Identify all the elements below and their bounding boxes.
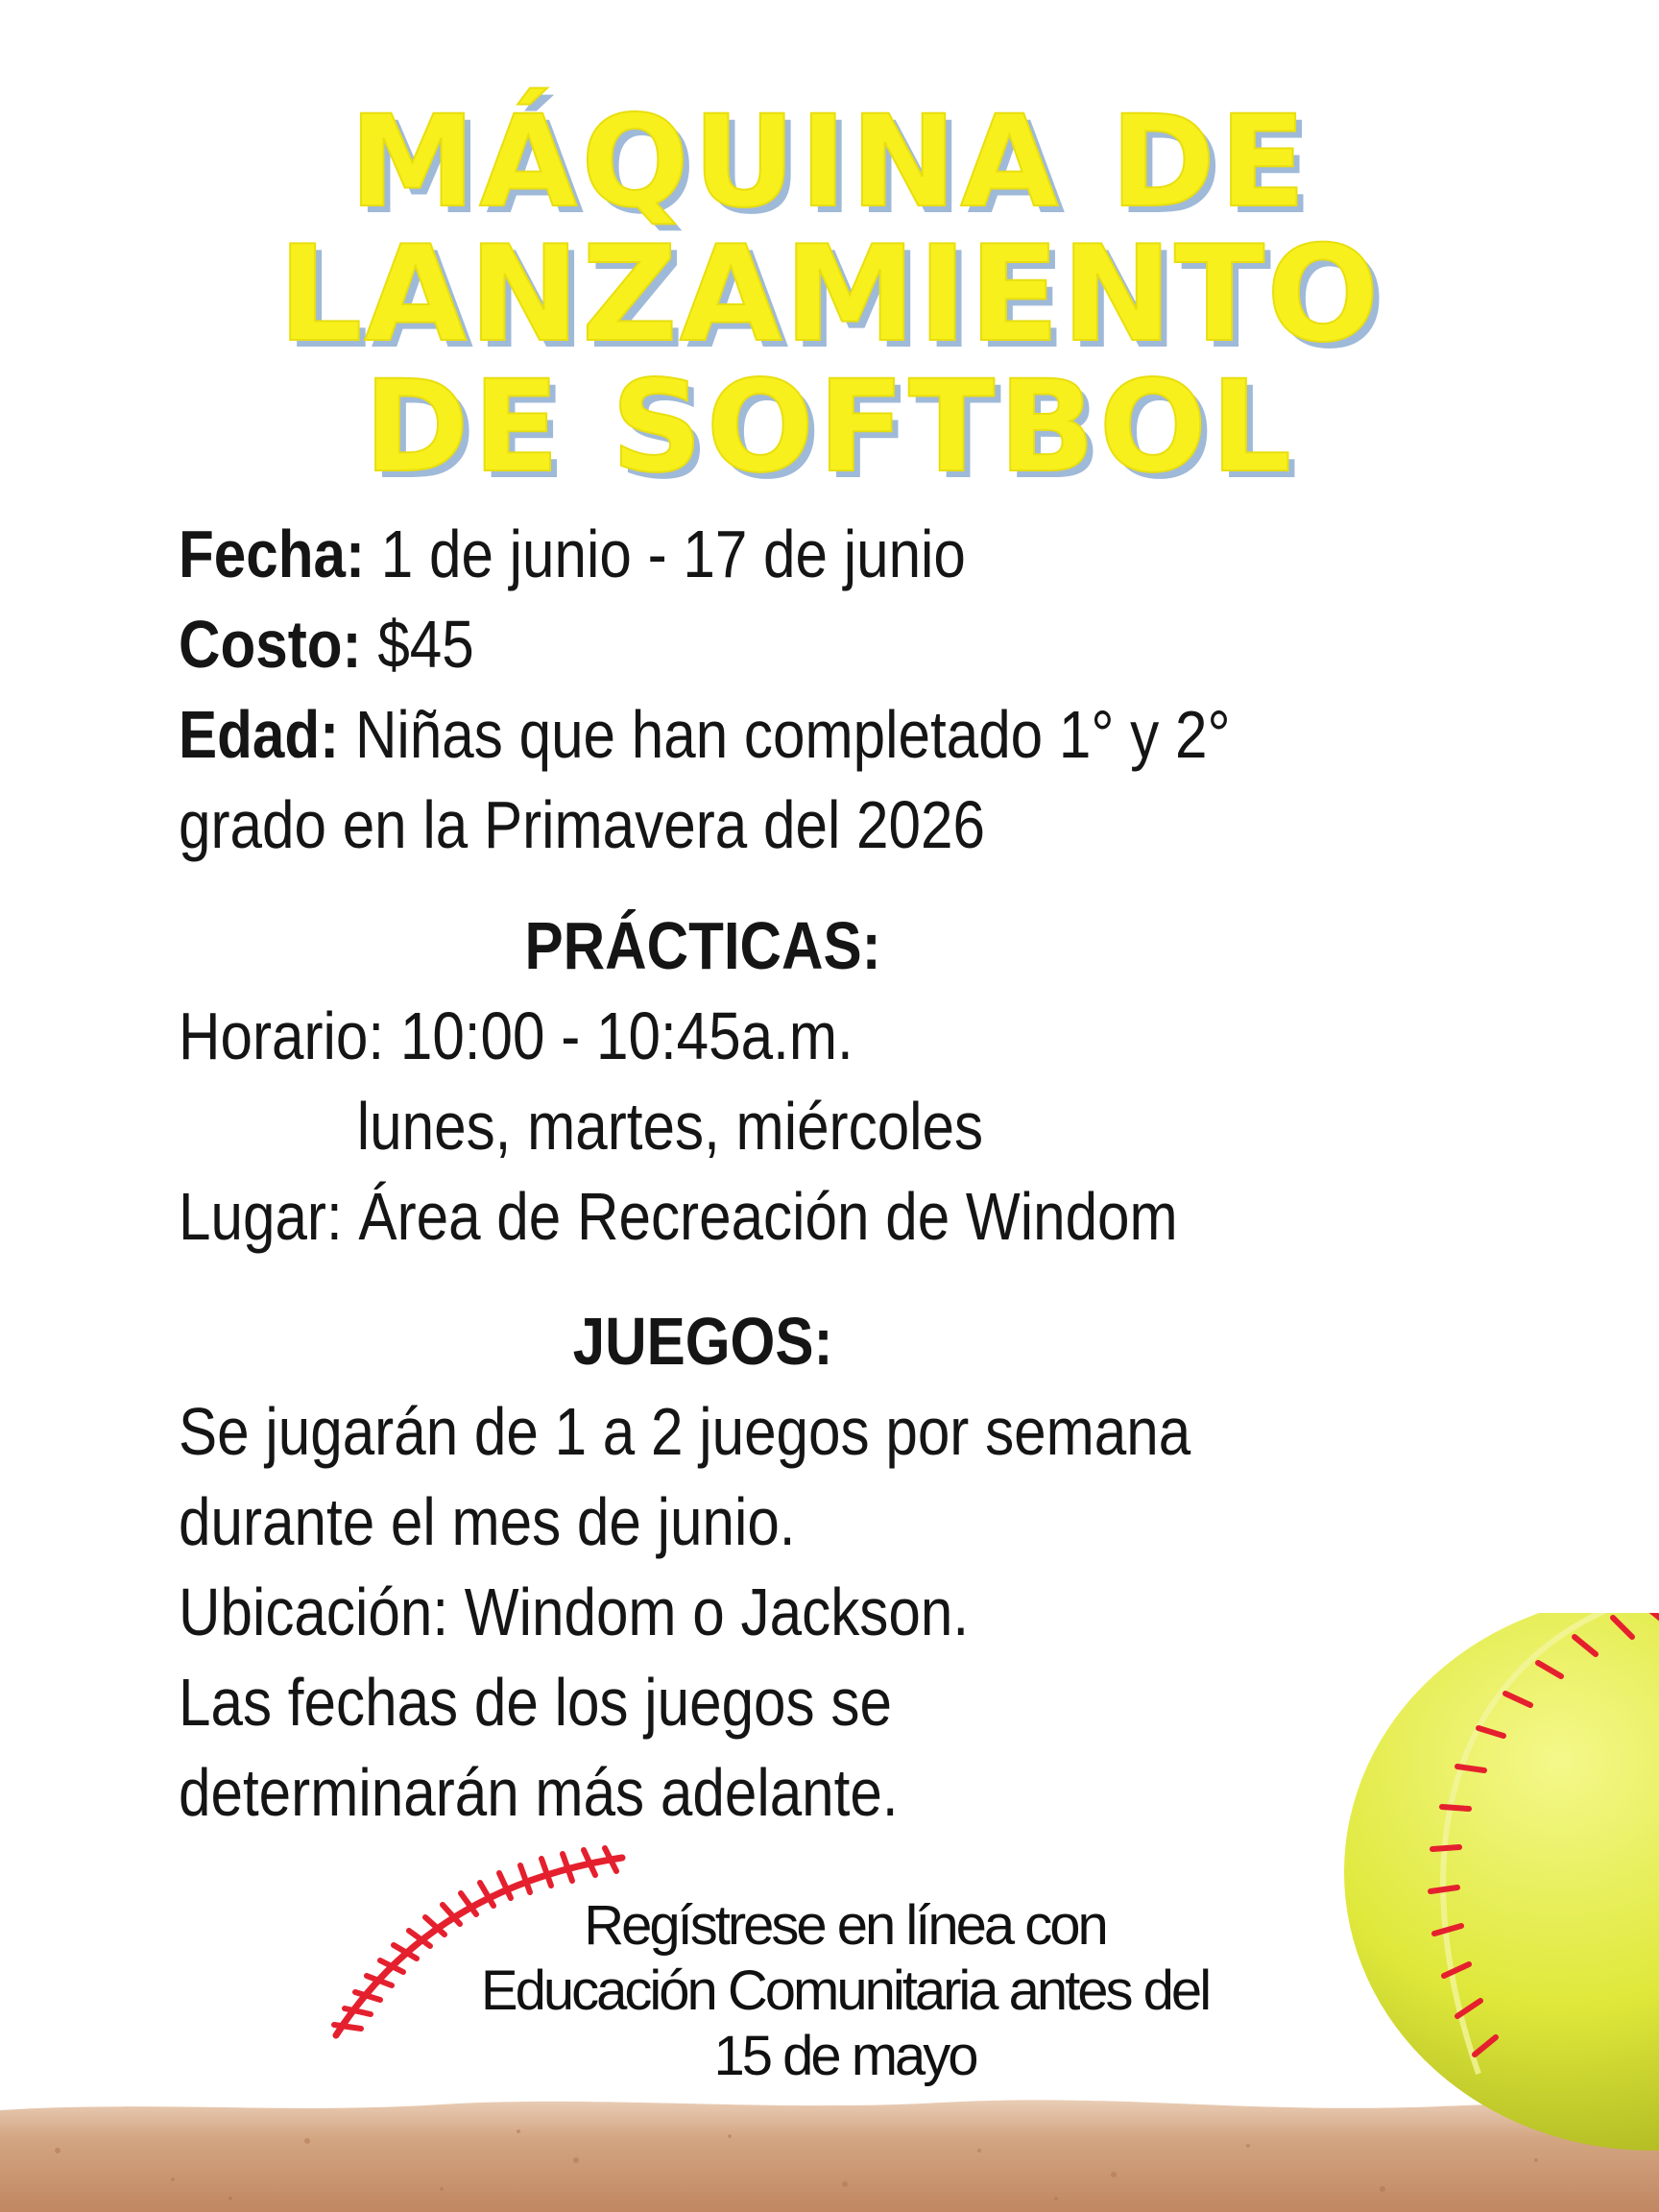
practicas-lugar: Lugar: Área de Recreación de Windom [179,1179,1178,1254]
register-line-1: Regístrese en línea con [584,1894,1106,1957]
practicas-dias: lunes, martes, miércoles [356,1089,984,1164]
costo-label: Costo: [179,607,362,682]
fecha-label: Fecha: [179,517,366,591]
edad-row [179,689,1351,780]
costo-value: $45 [377,607,474,682]
title-line-3: DE SOFTBOL [363,353,1296,501]
register-line-3: 15 de mayo [713,2025,976,2087]
flyer-title [0,88,1659,501]
practicas-heading: PRÁCTICAS: [524,908,881,983]
juegos-line-4: Las fechas de los juegos se [179,1665,892,1740]
title-line-2: LANZAMIENTO [277,217,1382,372]
edad-label: Edad: [179,697,340,772]
registration-note [365,1893,1325,2089]
practicas-section [179,901,1450,1262]
juegos-line-3: Ubicación: Windom o Jackson. [179,1575,970,1649]
title-line-1: MÁQUINA DE [349,88,1310,236]
fecha-row [179,509,1351,599]
edad-value-line-1: Niñas que han completado 1° y 2° [354,697,1231,772]
juegos-line-1: Se jugarán de 1 a 2 juegos por semana [179,1394,1191,1469]
juegos-line-5: determinarán más adelante. [179,1755,899,1830]
edad-value-line-2: grado en la Primavera del 2026 [179,787,985,862]
program-info [179,509,1351,870]
practicas-horario: Horario: 10:00 - 10:45a.m. [179,998,854,1073]
costo-row [179,599,1351,689]
juegos-section [179,1296,1450,1838]
juegos-heading: JUEGOS: [572,1304,833,1379]
juegos-line-2: durante el mes de junio. [179,1484,796,1559]
register-line-2: Educación Comunitaria antes del [480,1960,1210,2022]
fecha-value: 1 de junio - 17 de junio [380,517,966,591]
softball-icon [1334,1613,1659,2151]
